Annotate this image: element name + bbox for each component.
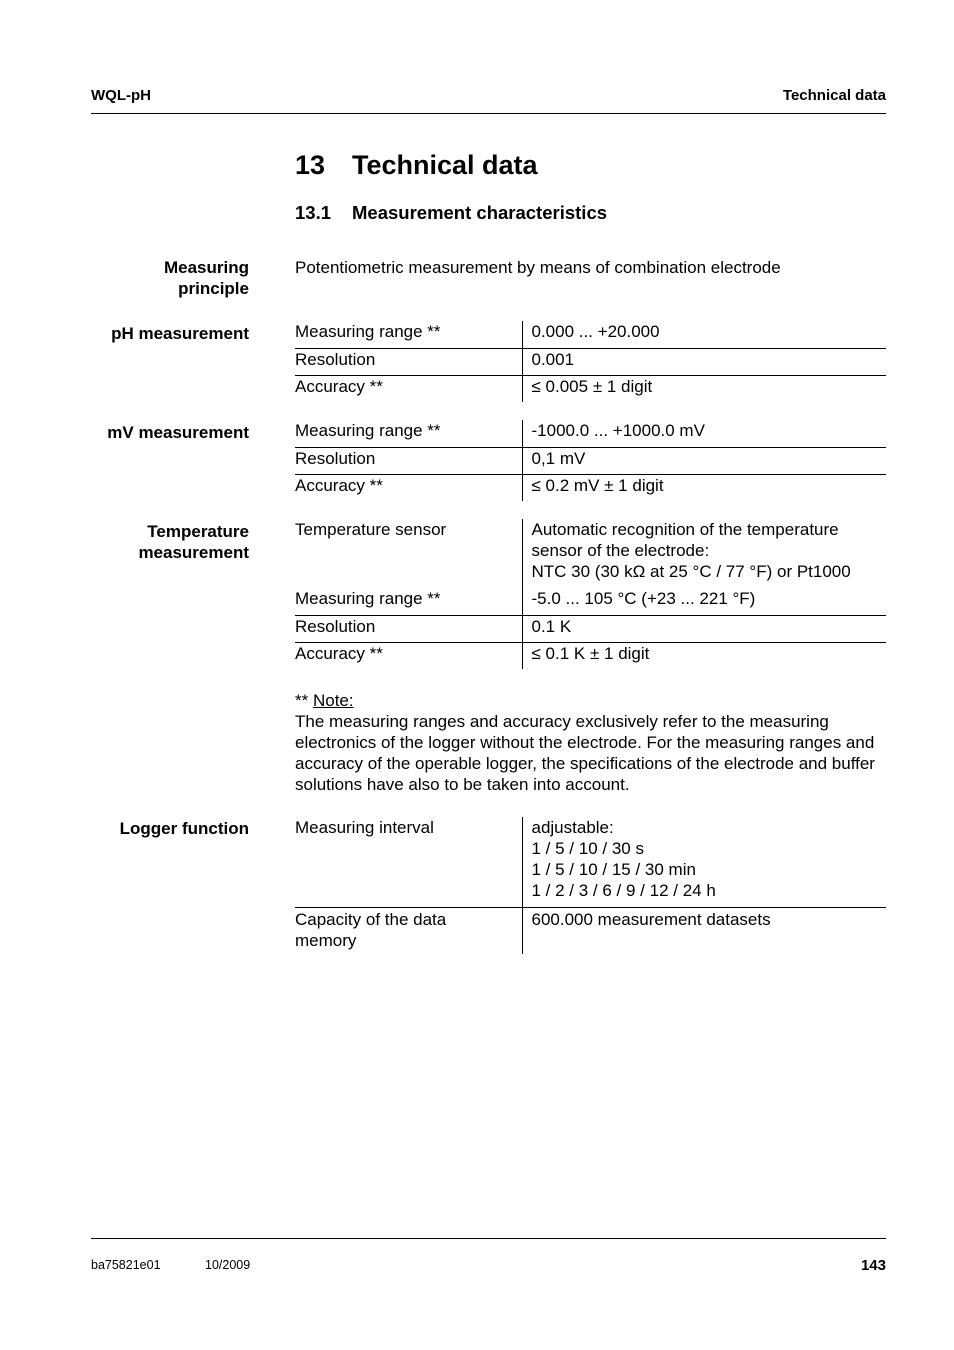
- value-cell: [522, 817, 886, 907]
- param-cell: Resolution: [295, 615, 522, 642]
- footer-rule: [91, 1238, 886, 1239]
- table-row: [295, 447, 886, 474]
- value-cell: 600.000 measurement datasets: [522, 907, 886, 954]
- note-block: [295, 690, 886, 795]
- param-cell: Temperature sensor: [295, 520, 447, 539]
- value-line: NTC 30 (30 kΩ at 25 °C / 77 °F) or Pt1000: [531, 562, 851, 581]
- value-cell: ≤ 0.1 K ± 1 digit: [522, 642, 886, 669]
- page-number: 143: [860, 1257, 886, 1274]
- param-cell: Accuracy **: [295, 643, 383, 663]
- value-line: 1 / 2 / 3 / 6 / 9 / 12 / 24 h: [531, 881, 716, 900]
- value-cell: ≤ 0.2 mV ± 1 digit: [522, 474, 886, 501]
- section-number: 13.1: [295, 202, 332, 223]
- param-cell: Measuring range **: [295, 588, 522, 615]
- chapter-heading: [295, 150, 538, 181]
- temperature-table: [295, 519, 886, 669]
- value-line: adjustable:: [531, 818, 614, 837]
- table-row: [295, 907, 886, 954]
- header-product: WQL-pH: [91, 87, 151, 104]
- label-line: Measuring: [163, 258, 249, 277]
- table-row: [295, 588, 886, 615]
- mv-table: [295, 420, 886, 501]
- note-text: The measuring ranges and accuracy exclusively refer to the measuring electronics of the logger without the electrode. For the measuring ranges and accuracy of the operable logger, the specifications of the electrode and buffer solutions have also to be taken into account.: [295, 712, 875, 794]
- chapter-number: 13: [295, 150, 326, 180]
- ph-measurement-label: pH measurement: [111, 324, 249, 343]
- table-row: [295, 474, 886, 501]
- note-heading: [295, 690, 886, 711]
- note-prefix: **: [295, 691, 313, 710]
- note-label: Note:: [312, 691, 354, 710]
- value-line: 1 / 5 / 10 / 30 s: [531, 839, 644, 858]
- value-cell: 0,1 mV: [522, 447, 886, 474]
- table-row: [295, 519, 886, 588]
- table-row: [295, 348, 886, 375]
- value-line: 1 / 5 / 10 / 15 / 30 min: [531, 860, 696, 879]
- ph-table: [295, 321, 886, 402]
- param-cell: Accuracy **: [295, 475, 383, 495]
- value-cell: [522, 519, 886, 588]
- mv-measurement-label: mV measurement: [107, 423, 249, 442]
- value-cell: -5.0 ... 105 °C (+23 ... 221 °F): [522, 588, 886, 615]
- header-rule: [91, 113, 886, 114]
- value-cell: 0.001: [522, 348, 886, 375]
- param-cell: Resolution: [295, 447, 522, 474]
- param-cell: [295, 907, 522, 954]
- value-cell: 0.1 K: [522, 615, 886, 642]
- chapter-title: Technical data: [352, 150, 538, 180]
- table-row: [295, 642, 886, 669]
- param-line: memory: [295, 930, 357, 950]
- logger-function-label: Logger function: [119, 819, 249, 838]
- footer-date: 10/2009: [205, 1258, 251, 1272]
- label-line: Temperature: [147, 522, 249, 541]
- table-row: [295, 321, 886, 348]
- measuring-principle-text: Potentiometric measurement by means of combination electrode: [295, 258, 781, 277]
- param-line: Capacity of the data: [295, 909, 447, 929]
- param-cell: Resolution: [295, 348, 522, 375]
- table-row: [295, 420, 886, 447]
- label-line: principle: [178, 279, 249, 298]
- value-cell: ≤ 0.005 ± 1 digit: [522, 375, 886, 402]
- table-row: [295, 615, 886, 642]
- temperature-measurement-label: [138, 521, 249, 563]
- section-heading: [295, 202, 607, 224]
- param-cell: Accuracy **: [295, 376, 383, 396]
- logger-table: [295, 817, 886, 954]
- footer-doc-id: ba75821e01: [91, 1258, 161, 1272]
- value-cell: -1000.0 ... +1000.0 mV: [522, 420, 886, 447]
- value-line: sensor of the electrode:: [531, 541, 710, 560]
- param-cell: Measuring range **: [295, 321, 522, 348]
- label-line: measurement: [138, 543, 249, 562]
- value-cell: 0.000 ... +20.000: [522, 321, 886, 348]
- param-cell: Measuring interval: [295, 817, 522, 907]
- param-cell: Measuring range **: [295, 420, 522, 447]
- table-row: [295, 375, 886, 402]
- section-title: Measurement characteristics: [352, 202, 608, 223]
- table-row: [295, 817, 886, 907]
- measuring-principle-label: [164, 257, 249, 299]
- header-section: Technical data: [782, 87, 886, 104]
- value-line: Automatic recognition of the temperature: [531, 520, 839, 539]
